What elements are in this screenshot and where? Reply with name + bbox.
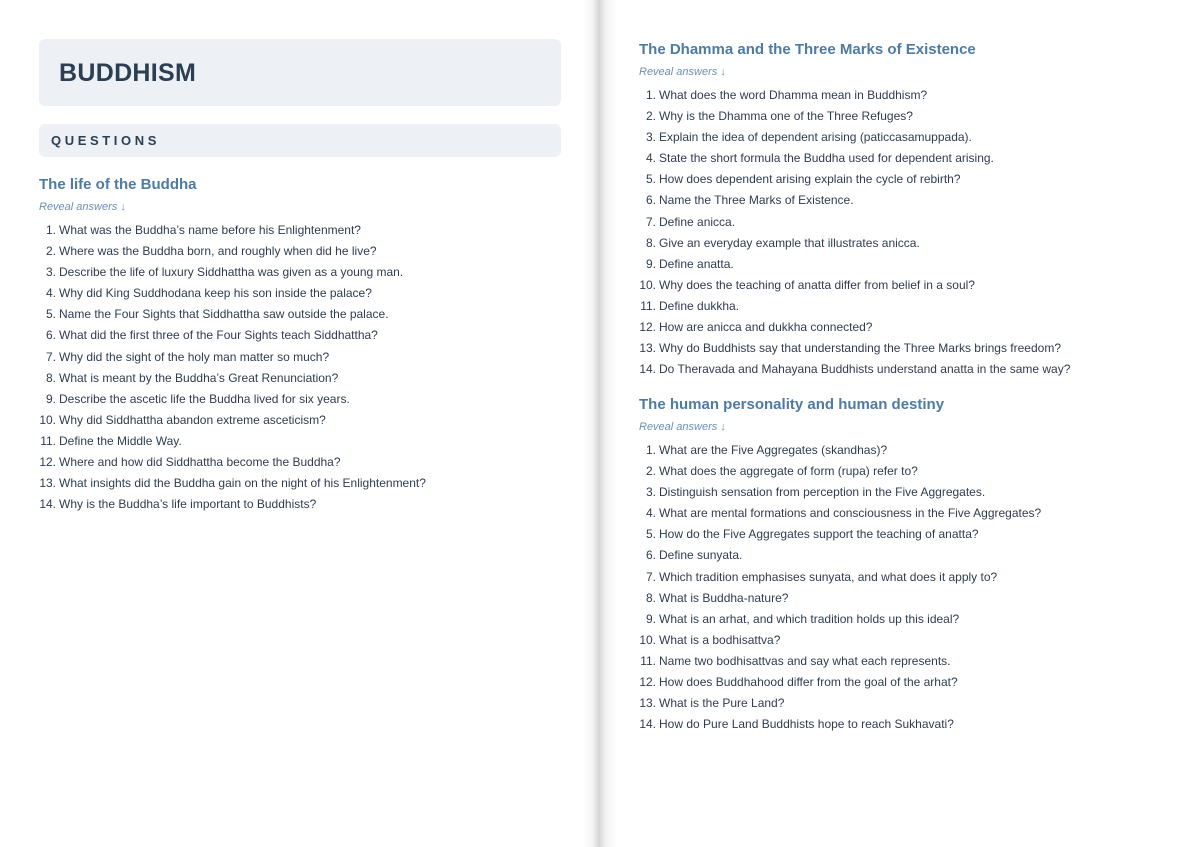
question-item [39, 220, 559, 241]
question-text: What does the aggregate of form (rupa) refer to? [659, 464, 918, 479]
questions-label: QUESTIONS [51, 133, 160, 148]
question-number: 7. [645, 214, 656, 229]
question-number: 9. [645, 611, 656, 626]
question-item [639, 524, 1159, 545]
question-text: What insights did the Buddha gain on the night of his Enlightenment? [59, 476, 426, 491]
question-number: 9. [45, 391, 56, 406]
question-item [639, 567, 1159, 588]
question-list [39, 220, 559, 515]
question-text: Give an everyday example that illustrates anicca. [659, 235, 920, 250]
question-item [639, 503, 1159, 524]
question-text: Define dukkha. [659, 298, 740, 313]
question-item [39, 368, 559, 389]
question-number: 4. [45, 286, 56, 301]
title-banner [39, 39, 561, 106]
question-text: Define anicca. [659, 214, 736, 229]
question-number: 10. [639, 632, 656, 647]
question-text: How does Buddhahood differ from the goal of the arhat? [659, 675, 958, 690]
question-number: 4. [645, 506, 656, 521]
question-item [639, 482, 1159, 503]
question-item [639, 630, 1159, 651]
question-text: What was the Buddha’s name before his Enlightenment? [59, 223, 361, 237]
question-text: Define the Middle Way. [59, 433, 182, 448]
question-number: 1. [645, 443, 656, 457]
question-number: 14. [639, 717, 656, 732]
question-number: 3. [45, 265, 56, 280]
question-number: 14. [39, 497, 56, 512]
question-item [639, 127, 1159, 148]
question-item [639, 651, 1159, 672]
question-item [639, 85, 1159, 106]
question-text: Do Theravada and Mahayana Buddhists understand anatta in the same way? [659, 362, 1071, 377]
question-text: Why does the teaching of anatta differ from belief in a soul? [659, 277, 975, 292]
question-item [639, 233, 1159, 254]
question-item [39, 473, 559, 494]
question-number: 8. [645, 235, 656, 250]
question-item [39, 283, 559, 304]
question-number: 6. [645, 193, 656, 208]
question-text: What does the word Dhamma mean in Buddhism? [659, 88, 928, 102]
question-number: 12. [39, 455, 56, 470]
question-text: Why did the sight of the holy man matter so much? [59, 349, 330, 364]
question-number: 4. [645, 151, 656, 166]
question-text: What is an arhat, and which tradition holds up this ideal? [659, 611, 960, 626]
question-item [639, 609, 1159, 630]
question-item [639, 588, 1159, 609]
section-human-personality-destiny [639, 396, 1159, 735]
question-text: What is Buddha-nature? [659, 590, 789, 605]
question-text: Define anatta. [659, 256, 734, 271]
question-list [639, 85, 1159, 380]
question-number: 2. [645, 464, 656, 479]
question-item [639, 254, 1159, 275]
question-text: What did the first three of the Four Sights teach Siddhattha? [59, 328, 378, 343]
question-number: 8. [645, 590, 656, 605]
question-text: Why is the Buddha’s life important to Buddhists? [59, 497, 317, 512]
question-text: How does dependent arising explain the cycle of rebirth? [659, 172, 961, 187]
question-item [639, 338, 1159, 359]
question-number: 1. [645, 88, 656, 102]
question-item [39, 241, 559, 262]
section-life-of-buddha [39, 176, 559, 515]
question-item [639, 440, 1159, 461]
question-item [39, 262, 559, 283]
question-text: What is meant by the Buddha’s Great Renunciation? [59, 370, 339, 385]
question-item [39, 304, 559, 325]
question-text: How are anicca and dukkha connected? [659, 320, 873, 335]
question-number: 10. [39, 412, 56, 427]
question-number: 11. [640, 298, 656, 313]
page-gutter-shadow [582, 0, 616, 847]
question-text: How do the Five Aggregates support the teaching of anatta? [659, 527, 979, 542]
question-number: 3. [645, 130, 656, 145]
question-text: Why did King Suddhodana keep his son inside the palace? [59, 286, 372, 301]
question-item [639, 190, 1159, 211]
question-number: 1. [45, 223, 56, 237]
question-item [639, 148, 1159, 169]
question-text: What is a bodhisattva? [659, 632, 781, 647]
question-number: 12. [639, 675, 656, 690]
question-item [39, 494, 559, 515]
question-text: Name the Four Sights that Siddhattha saw outside the palace. [59, 307, 389, 322]
question-text: Name two bodhisattvas and say what each represents. [659, 653, 951, 668]
question-text: What are mental formations and consciousness in the Five Aggregates? [659, 506, 1042, 521]
question-item [39, 431, 559, 452]
question-number: 14. [639, 362, 656, 377]
question-item [639, 296, 1159, 317]
question-item [639, 212, 1159, 233]
question-text: Define sunyata. [659, 548, 743, 563]
question-text: Explain the idea of dependent arising (paticcasamuppada). [659, 130, 972, 145]
question-item [639, 317, 1159, 338]
question-text: Where and how did Siddhattha become the Buddha? [59, 455, 341, 470]
question-item [39, 347, 559, 368]
question-item [39, 325, 559, 346]
question-number: 11. [40, 433, 56, 448]
reveal-answers-link[interactable]: Reveal answers ↓ [39, 201, 126, 213]
question-number: 3. [645, 485, 656, 500]
question-item [639, 275, 1159, 296]
question-number: 7. [45, 349, 56, 364]
question-text: Why did Siddhattha abandon extreme asceticism? [59, 412, 326, 427]
question-text: Name the Three Marks of Existence. [659, 193, 854, 208]
question-number: 13. [39, 476, 56, 491]
question-number: 2. [645, 109, 656, 124]
page-title: BUDDHISM [59, 59, 197, 87]
question-number: 6. [45, 328, 56, 343]
question-text: Where was the Buddha born, and roughly when did he live? [59, 244, 377, 259]
question-item [639, 106, 1159, 127]
question-number: 12. [639, 320, 656, 335]
question-number: 13. [639, 341, 656, 356]
question-item [39, 452, 559, 473]
question-item [639, 714, 1159, 735]
reveal-answers-link[interactable]: Reveal answers ↓ [639, 66, 726, 78]
section-dhamma-three-marks [639, 41, 1159, 380]
question-text: Describe the ascetic life the Buddha lived for six years. [59, 391, 350, 406]
section-title: The life of the Buddha [39, 176, 197, 193]
question-text: How do Pure Land Buddhists hope to reach Sukhavati? [659, 717, 954, 732]
question-text: State the short formula the Buddha used for dependent arising. [659, 151, 994, 166]
question-number: 7. [645, 569, 656, 584]
question-number: 9. [645, 256, 656, 271]
question-item [639, 169, 1159, 190]
question-item [639, 545, 1159, 566]
questions-banner [39, 124, 561, 157]
question-text: Which tradition emphasises sunyata, and what does it apply to? [659, 569, 998, 584]
question-number: 11. [640, 653, 656, 668]
question-item [639, 693, 1159, 714]
question-number: 13. [639, 696, 656, 711]
question-number: 5. [645, 172, 656, 187]
question-number: 5. [45, 307, 56, 322]
reveal-answers-link[interactable]: Reveal answers ↓ [639, 421, 726, 433]
question-number: 8. [45, 370, 56, 385]
question-text: Distinguish sensation from perception in the Five Aggregates. [659, 485, 986, 500]
question-text: Why do Buddhists say that understanding the Three Marks brings freedom? [659, 341, 1061, 356]
question-item [639, 672, 1159, 693]
question-text: What is the Pure Land? [659, 696, 785, 711]
section-title: The Dhamma and the Three Marks of Existence [639, 41, 976, 58]
question-text: Describe the life of luxury Siddhattha was given as a young man. [59, 265, 404, 280]
question-item [39, 389, 559, 410]
question-number: 10. [639, 277, 656, 292]
section-title: The human personality and human destiny [639, 396, 945, 413]
question-item [639, 359, 1159, 380]
question-item [39, 410, 559, 431]
question-text: What are the Five Aggregates (skandhas)? [659, 443, 888, 457]
question-list [639, 440, 1159, 735]
question-item [639, 461, 1159, 482]
question-number: 6. [645, 548, 656, 563]
question-number: 2. [45, 244, 56, 259]
question-text: Why is the Dhamma one of the Three Refuges? [659, 109, 913, 124]
question-number: 5. [645, 527, 656, 542]
